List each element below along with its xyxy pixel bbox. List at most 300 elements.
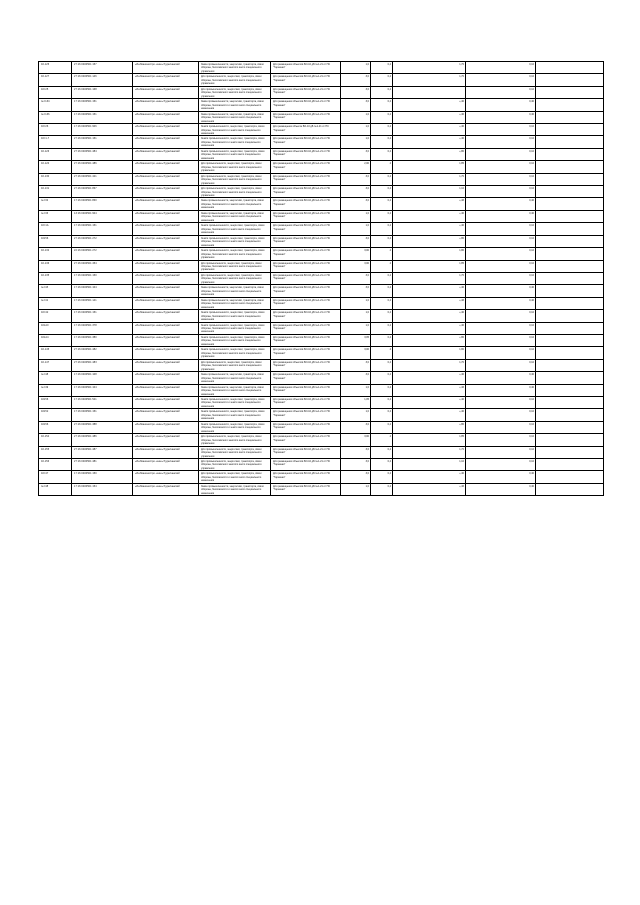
cell-area: 2,00 — [341, 161, 371, 173]
cell-value-3 — [536, 148, 604, 160]
cell-cadastral-number: 17:16:0400501:541 — [72, 396, 133, 408]
cell-count: 0,4 — [371, 409, 393, 421]
table-row — [39, 111, 604, 123]
cell-value-3 — [536, 471, 604, 483]
table-row — [39, 297, 604, 309]
cell-value-2: 0,10 — [466, 396, 536, 408]
cell-row-number: 02-131 — [39, 186, 72, 198]
cell-value-2: 0,10 — [466, 124, 536, 136]
cell-value-1: 1,70 — [393, 74, 466, 86]
cell-count: 0,4 — [371, 62, 393, 74]
cell-value-1 — [393, 86, 466, 98]
cell-area: 3,0 — [341, 459, 371, 471]
cell-area: 1,0 — [341, 136, 371, 148]
cell-organization: «Ин-Машиностро- ение» Рудничанский — [133, 396, 199, 408]
cell-object: Для размещения объектов БО-10 дБ №1-21 от ПС "Таразная" — [271, 74, 341, 86]
cell-purpose: Земли промышленности, энергетики, транспорта, связи обороны, безопасности и земли иного специального назначения — [199, 136, 271, 148]
cell-count: 0,4 — [371, 111, 393, 123]
cell-value-2: 0,10 — [466, 86, 536, 98]
cell-area: 3,05 — [341, 334, 371, 346]
cell-area: 1,0 — [341, 210, 371, 222]
cell-area: 1,0 — [341, 223, 371, 235]
cell-area: 3,00 — [341, 347, 371, 359]
cell-object: Для размещения объектов БО-10 дБ №1-21 от ПС "Таразная" — [271, 285, 341, 297]
cell-value-3 — [536, 421, 604, 433]
cell-object: Для размещения объектов БО-10 дБ №1-21 от ПС "Таразная" — [271, 297, 341, 309]
cell-value-2: 0,10 — [466, 322, 536, 334]
cell-count: 4 — [371, 260, 393, 272]
cell-organization: «Ин-Машиностро- ение» Рудничанский — [133, 111, 199, 123]
cell-value-3 — [536, 161, 604, 173]
cell-purpose: Закон промышленности, энергетики, транспорта, связи обороны, безопасности и занято иного специального назначения — [199, 384, 271, 396]
cell-value-1: +,80 — [393, 421, 466, 433]
cell-row-number: №=49 — [39, 384, 72, 396]
cell-count: 0,4 — [371, 372, 393, 384]
cell-row-number: 02=25 — [39, 86, 72, 98]
cell-value-3 — [536, 86, 604, 98]
cell-purpose: Закон промышленности, энергетики, транспорта, связи обороны, безопасности и занято иного специального назначения — [199, 210, 271, 222]
cell-row-number: №=4б — [39, 285, 72, 297]
cell-area: 3,0 — [341, 285, 371, 297]
cell-value-2: 0,10 — [466, 173, 536, 185]
cell-object: Для размещения объектов БО-10 дБ №1-21 от ПС "Таразная" — [271, 334, 341, 346]
cell-organization: «Ин-Машиностро- ение» Рудничанский — [133, 459, 199, 471]
cell-count: 0,4 — [371, 148, 393, 160]
cell-value-2: 0,10 — [466, 310, 536, 322]
cell-value-1: +,40 — [393, 136, 466, 148]
cell-object: Для размещения объектов БО-10 дБ №1-21 от ПС "Таразная" — [271, 347, 341, 359]
cell-row-number: 02=47 — [39, 471, 72, 483]
cell-purpose: Для промышленности, энергетики, транспорта, связи обороны, бессоматного занятого иного специального управления — [199, 434, 271, 446]
cell-cadastral-number: 17:16:0400501:108 — [72, 372, 133, 384]
cell-row-number: №=136 — [39, 111, 72, 123]
cell-area: 3,0 — [341, 99, 371, 111]
cell-row-number: 02156 — [39, 235, 72, 247]
cell-purpose: Для промышленности, энергетики, транспорта, связи обороны, бессоматного занятого иного специального управления — [199, 74, 271, 86]
cell-value-3 — [536, 210, 604, 222]
cell-row-number: 02-120 — [39, 161, 72, 173]
table-row — [39, 272, 604, 284]
table-row — [39, 161, 604, 173]
cell-area: 3,0 — [341, 198, 371, 210]
cell-value-3 — [536, 124, 604, 136]
cell-row-number: 02=1-7 — [39, 136, 72, 148]
cell-value-2: 0,10 — [466, 459, 536, 471]
cell-value-1: 1,70 — [393, 359, 466, 371]
cell-value-2: 0,10 — [466, 223, 536, 235]
cell-value-2: 0,40 — [466, 210, 536, 222]
cell-value-1: +,40 — [393, 396, 466, 408]
table-row — [39, 434, 604, 446]
cell-count: 4 — [371, 434, 393, 446]
cell-value-2: 0,40 — [466, 483, 536, 495]
cell-value-3 — [536, 285, 604, 297]
cell-row-number: 02-136 — [39, 260, 72, 272]
table-row — [39, 459, 604, 471]
cell-area: 1,0 — [341, 297, 371, 309]
cell-organization: «Ин-Машиностро- ение» Рудничанский — [133, 210, 199, 222]
cell-cadastral-number: 17:16:0400501:151 — [72, 223, 133, 235]
cell-count: 0,4 — [371, 235, 393, 247]
cell-purpose: Закон промышленности, энергетики, транспорта, связи обороны, безопасности и занято иного специального назначения — [199, 372, 271, 384]
cell-value-1: +,40 — [393, 322, 466, 334]
cell-purpose: Для промышленности, энергетики, транспорта, связи обороны, бессоматного занятого иного специального управления — [199, 359, 271, 371]
cell-area: 3,00 — [341, 248, 371, 260]
cell-area: 3,0 — [341, 235, 371, 247]
cell-value-2: 0,10 — [466, 421, 536, 433]
cell-cadastral-number: 17:16:0400501:104 — [72, 384, 133, 396]
cell-organization: «Ин-Машиностро- ение» Рудничанский — [133, 272, 199, 284]
cell-purpose: Для промышленности, энергетики, транспорта, связи обороны, безопасности и занято иного специального назначения — [199, 471, 271, 483]
cell-object: Для размещения объектов БО-10 дБ №1-21 от ПС "Таразная" — [271, 260, 341, 272]
cell-row-number: 02-145 — [39, 347, 72, 359]
table-row — [39, 359, 604, 371]
cell-value-3 — [536, 459, 604, 471]
cell-object: Для размещения объектов БО-10 дБ №1-21 от ПС "Таразная" — [271, 223, 341, 235]
cell-object: Для размещения объектов БО-10 дБ №1-21 от ПС "Таразная" — [271, 272, 341, 284]
cell-cadastral-number: 27:16:0400501:486 — [72, 434, 133, 446]
cell-value-2: 0,10 — [466, 272, 536, 284]
cell-count: 0,4 — [371, 446, 393, 458]
cell-value-1: +,46 — [393, 198, 466, 210]
table-row — [39, 198, 604, 210]
cell-cadastral-number: 22:16:0400501:272 — [72, 248, 133, 260]
cell-count: 0,4 — [371, 334, 393, 346]
table-row — [39, 235, 604, 247]
cell-organization: «Ин-Машиностро- ение» Рудничанский — [133, 136, 199, 148]
cell-row-number: 02=1A — [39, 223, 72, 235]
table-row — [39, 285, 604, 297]
cell-value-1: 1,10 — [393, 186, 466, 198]
cell-area: 3,0 — [341, 372, 371, 384]
cell-cadastral-number: 13:16:0400501:904 — [72, 210, 133, 222]
cell-purpose: Закон промышленности, энергетики, транспорта, связи обороны, безопасности и занято иного специального назначения — [199, 297, 271, 309]
cell-area: 3,0 — [341, 86, 371, 98]
table-row — [39, 248, 604, 260]
cell-value-2: 0,10 — [466, 446, 536, 458]
cell-count: 0,4 — [371, 272, 393, 284]
table-row — [39, 384, 604, 396]
cell-value-3 — [536, 235, 604, 247]
cell-value-2: 0,10 — [466, 409, 536, 421]
cell-cadastral-number: 17:16:0400501:150 — [72, 272, 133, 284]
cell-value-3 — [536, 297, 604, 309]
cell-object: Для размещения объектов БО-10 дБ №1-21 от ПС "Таразная" — [271, 409, 341, 421]
cell-purpose: Для промышленности, энергетики, транспорта, связи обороны, бессоматного занятого иного специального управления — [199, 86, 271, 98]
cell-area: 1,0 — [341, 111, 371, 123]
cell-cadastral-number: 17:16:0400501:151 — [72, 409, 133, 421]
cell-value-2: 0,40 — [466, 285, 536, 297]
cell-organization: «Ин-Машиностро- ение» Рудничанский — [133, 86, 199, 98]
table-row — [39, 62, 604, 74]
cell-organization: «Ин-Машиностро- ение» Рудничанский — [133, 310, 199, 322]
cell-area: 1,0 — [341, 322, 371, 334]
cell-value-3 — [536, 272, 604, 284]
table-row — [39, 483, 604, 495]
table-row — [39, 409, 604, 421]
cell-value-1: +,46 — [393, 297, 466, 309]
cell-organization: «Ин-Машиностро- ение» Рудничанский — [133, 359, 199, 371]
cell-cadastral-number: 17:16:0400501:860 — [72, 198, 133, 210]
cell-cadastral-number: 27:16:0400501:482 — [72, 347, 133, 359]
cell-cadastral-number: 27:16:0400501:867 — [72, 186, 133, 198]
cell-count: 0,4 — [371, 421, 393, 433]
cell-purpose: Для промышленности, энергетики, транспорта, связи обороны, бессоматного занятого иного специального управления — [199, 173, 271, 185]
cell-cadastral-number: 27:16:0400501:388 — [72, 421, 133, 433]
cell-cadastral-number: 27:16:0400501:481 — [72, 459, 133, 471]
table-row — [39, 124, 604, 136]
cell-value-2: 0,10 — [466, 148, 536, 160]
cell-row-number: 021A0 — [39, 322, 72, 334]
table-row — [39, 173, 604, 185]
cell-organization: «Ин-Машиностро- ение» Рудничанский — [133, 124, 199, 136]
cell-count: 0,4 — [371, 322, 393, 334]
cell-row-number: 02-125 — [39, 62, 72, 74]
cell-purpose: Закон промышленности, энергетики, транспорта, связи обороны, бессоматного занятого иного специального управления — [199, 62, 271, 74]
cell-value-1: +,80 — [393, 148, 466, 160]
cell-value-2: 0,40 — [466, 372, 536, 384]
cell-value-1: +,40 — [393, 285, 466, 297]
cell-purpose: Закон промышленности, энергетики, транспорта, связи обороны, безопасности и занято иного специального назначения — [199, 285, 271, 297]
cell-count: 0,4 — [371, 483, 393, 495]
table-row — [39, 74, 604, 86]
table-row — [39, 223, 604, 235]
cell-purpose: Земли промышленности, энергетики, транспорта, связи обороны, бессоматного занятого иного специального управления — [199, 248, 271, 260]
cell-purpose: Закон промышленности, энергетики, транспорта, связи обороны, безопасности и занято иного специального назначения — [199, 111, 271, 123]
cell-value-2: 0,10 — [466, 347, 536, 359]
cell-purpose: Земли промышленности, энергетики, транспорта, связи обороны, безопасности и земли иного специального назначения — [199, 396, 271, 408]
cell-object: Для размещения объектов БО-10 дБ №1-21 от ПС "Таразная" — [271, 372, 341, 384]
cell-row-number: 021A4 — [39, 334, 72, 346]
cell-purpose: Для промышленности, энергетики, транспорта, связи обороны, бессоматного занятого иного специального управления — [199, 260, 271, 272]
cell-value-1: 1,70 — [393, 446, 466, 458]
cell-row-number: 02-147 — [39, 359, 72, 371]
cell-row-number: 02-154 — [39, 434, 72, 446]
cell-value-1: +,40 — [393, 111, 466, 123]
cell-count: 0,4 — [371, 359, 393, 371]
cell-organization: «Ин-Машиностро- ение» Рудничанский — [133, 235, 199, 247]
table-row — [39, 86, 604, 98]
cell-cadastral-number: 17:16:0400501:150 — [72, 471, 133, 483]
cell-purpose: Закон промышленности, энергетики, транспорта, связи обороны, безопасности и занято иного специального назначения — [199, 198, 271, 210]
cell-row-number: 02-130 — [39, 173, 72, 185]
cell-count: 0,4 — [371, 136, 393, 148]
cell-count: 0,4 — [371, 310, 393, 322]
cell-value-2: 0,10 — [466, 136, 536, 148]
cell-value-2: 0,40 — [466, 111, 536, 123]
cell-value-3 — [536, 198, 604, 210]
cell-organization: «Ин-Машиностро- ение» Рудничанский — [133, 223, 199, 235]
cell-object: Для размещения объекта БО-10 дБ №1-21 от ПС "Таразная" — [271, 124, 341, 136]
cell-cadastral-number: 27:16:0400501:272 — [72, 235, 133, 247]
table-row — [39, 186, 604, 198]
cell-organization: «Ин-Машиностро- ение» Рудничанский — [133, 148, 199, 160]
cell-cadastral-number: 27:16:0400501:151 — [72, 136, 133, 148]
cell-area: 3,0 — [341, 186, 371, 198]
cell-area: 3,0 — [341, 471, 371, 483]
cell-count: 0,4 — [371, 186, 393, 198]
cell-row-number: 02152 — [39, 409, 72, 421]
cell-object: Для размещения объектов БО-10 дБ №1-21 от ПС "Таразная" — [271, 459, 341, 471]
cell-purpose: Земли промышленности, энергетики, транспорта, связи обороны, безопасности и земли иного специального назначения — [199, 322, 271, 334]
cell-value-1: +,40 — [393, 124, 466, 136]
cell-purpose: Закон промышленности, энергетики, транспорта, связи обороны, безопасности и занято иного специального назначения — [199, 483, 271, 495]
cell-value-2: 0,40 — [466, 384, 536, 396]
cell-object: Для размещения объектов БО-10 дБ №1-21 от ПС "Таразная" — [271, 421, 341, 433]
cell-purpose: Земли промышленности, энергетики, транспорта, связи обороны, безопасности и земли иного специального назначения — [199, 235, 271, 247]
cell-area: 3,0 — [341, 446, 371, 458]
cell-organization: «Ин-Машиностро- ение» Рудничанский — [133, 186, 199, 198]
cell-value-3 — [536, 173, 604, 185]
cell-value-3 — [536, 310, 604, 322]
cell-count: 0,4 — [371, 173, 393, 185]
cell-value-1: +,80 — [393, 334, 466, 346]
cell-area: 3,0 — [341, 421, 371, 433]
cell-value-3 — [536, 372, 604, 384]
cell-purpose: Земли промышленности, энергетики, транспорта, связи обороны, бессоматного занятого иного специального управления — [199, 347, 271, 359]
cell-cadastral-number: 17:16:0400501:378 — [72, 322, 133, 334]
cell-value-3 — [536, 322, 604, 334]
cell-area: 3,00 — [341, 434, 371, 446]
cell-cadastral-number: 27:16:0400501:168 — [72, 86, 133, 98]
cell-row-number: №=48 — [39, 372, 72, 384]
cell-value-3 — [536, 260, 604, 272]
cell-cadastral-number: 17:16:0400501:380 — [72, 334, 133, 346]
table-row — [39, 471, 604, 483]
registry-table-body — [39, 62, 604, 496]
cell-object: Для размещения объектов БО-10 дБ №1-21 от ПС "Таразная" — [271, 434, 341, 446]
cell-value-3 — [536, 347, 604, 359]
cell-area: 3,0 — [341, 272, 371, 284]
cell-purpose: Земли промышленности, энергетики, транспорта, связи обороны, безопасности и земли иного специального назначения — [199, 148, 271, 160]
cell-row-number: №=32 — [39, 198, 72, 210]
cell-purpose: Земли промышленности, энергетики, транспорта, связи обороны, безопасности и земли иного специального назначения — [199, 334, 271, 346]
cell-count: 0,4 — [371, 86, 393, 98]
table-row — [39, 396, 604, 408]
cell-value-3 — [536, 434, 604, 446]
cell-value-1: 1,10 — [393, 459, 466, 471]
registry-table — [38, 61, 604, 496]
table-row — [39, 136, 604, 148]
cell-organization: «Ин-Машиностро- ение» Рудничанский — [133, 446, 199, 458]
cell-value-2: 0,10 — [466, 260, 536, 272]
cell-object: Для размещения объектов БО-10 дБ №1-21 от ПС "Таразная" — [271, 248, 341, 260]
cell-cadastral-number: 27:16:0400501:146 — [72, 74, 133, 86]
cell-value-2: 0,10 — [466, 235, 536, 247]
cell-value-3 — [536, 223, 604, 235]
table-row — [39, 446, 604, 458]
cell-cadastral-number: 27:16:0400501:486 — [72, 161, 133, 173]
cell-value-1: 1,80 — [393, 347, 466, 359]
table-row — [39, 421, 604, 433]
cell-organization: «Ин-Машиностро- ение» Рудничанский — [133, 62, 199, 74]
cell-object: Для размещения объектов БО-10 дБ №1-21 от ПС "Таразная" — [271, 384, 341, 396]
cell-area: 1,05 — [341, 396, 371, 408]
cell-cadastral-number: 17:16:0400501:151 — [72, 310, 133, 322]
cell-object: Для размещения объектов БО-10 дБ №1-21 от ПС "Таразная" — [271, 198, 341, 210]
cell-row-number: №=134 — [39, 99, 72, 111]
cell-purpose: Закон промышленности, энергетики, транспорта, связи обороны, безопасности и занято иного специального назначения — [199, 99, 271, 111]
cell-object: Для размещения объектов БО-10 дБ №1-21 от ПС "Таразная" — [271, 235, 341, 247]
cell-cadastral-number: 17:16:0400501:151 — [72, 111, 133, 123]
cell-organization: «Ин-Машиностро- ение» Рудничанский — [133, 347, 199, 359]
cell-area: 1,0 — [341, 124, 371, 136]
cell-value-3 — [536, 136, 604, 148]
cell-organization: «Ин-Машиностро- ение» Рудничанский — [133, 434, 199, 446]
cell-value-3 — [536, 483, 604, 495]
cell-count: 4 — [371, 347, 393, 359]
cell-organization: «Ин-Машиностро- ение» Рудничанский — [133, 173, 199, 185]
cell-value-2: 0,10 — [466, 334, 536, 346]
cell-purpose: Для промышленности, энергетики, транспорта, связи обороны, бессоматного занятого иного специального управления — [199, 161, 271, 173]
cell-value-1: 1,85 — [393, 161, 466, 173]
cell-count: 0,4 — [371, 471, 393, 483]
cell-row-number: 02-156 — [39, 459, 72, 471]
cell-count: 0,4 — [371, 210, 393, 222]
cell-value-1: +,40 — [393, 310, 466, 322]
cell-object: Для размещения объектов БО-10 дБ №1-21 от ПС "Таразная" — [271, 111, 341, 123]
cell-row-number: 02=26 — [39, 124, 72, 136]
cell-organization: «Ин-Машиностро- ение» Рудничанский — [133, 248, 199, 260]
cell-count: 4 — [371, 248, 393, 260]
cell-cadastral-number: 17:16:0400501:141 — [72, 297, 133, 309]
cell-area: 1,0 — [341, 310, 371, 322]
cell-row-number: №=48 — [39, 483, 72, 495]
cell-value-1: +,40 — [393, 372, 466, 384]
cell-count: 0,4 — [371, 285, 393, 297]
cell-value-2: 0,10 — [466, 248, 536, 260]
cell-area: 3,0 — [341, 173, 371, 185]
cell-organization: «Ин-Машиностро- ение» Рудничанский — [133, 334, 199, 346]
cell-count: 0,4 — [371, 99, 393, 111]
cell-purpose: Для промышленности, энергетики, транспорта, связи обороны, бессоматного занятого иного специального управления — [199, 459, 271, 471]
cell-object: Для размещения объектов БО-10 дБ №1-21 от ПС "Таразная" — [271, 396, 341, 408]
cell-organization: «Ин-Машиностро- ение» Рудничанский — [133, 372, 199, 384]
table-row — [39, 334, 604, 346]
cell-area: 3,0 — [341, 359, 371, 371]
cell-value-1: +,40 — [393, 99, 466, 111]
cell-row-number: 02-155 — [39, 446, 72, 458]
cell-object: Для размещения объектов БО-10 дБ №1-21 от ПС "Таразная" — [271, 86, 341, 98]
cell-value-2: 0,10 — [466, 62, 536, 74]
cell-object: Для размещения объектов БО-10 дБ №1-21 от ПС "Таразная" — [271, 136, 341, 148]
cell-value-1: +,46 — [393, 483, 466, 495]
cell-value-2: 0,40 — [466, 198, 536, 210]
cell-area: 3,0 — [341, 74, 371, 86]
cell-cadastral-number: 27:16:0400501:157 — [72, 62, 133, 74]
cell-purpose: Для промышленности, энергетики, транспорта, связи обороны, бессоматного занятого иного специального управления — [199, 186, 271, 198]
cell-value-1: +,40 — [393, 409, 466, 421]
cell-cadastral-number: 27:16:0400501:421 — [72, 173, 133, 185]
table-row — [39, 322, 604, 334]
cell-cadastral-number: 17:16:0400501:151 — [72, 99, 133, 111]
cell-value-3 — [536, 396, 604, 408]
cell-cadastral-number: 27:16:0400501:483 — [72, 359, 133, 371]
cell-row-number: 02-132 — [39, 248, 72, 260]
cell-cadastral-number: 27:16:0400501:487 — [72, 446, 133, 458]
cell-object: Для размещения объектов БО-10 дБ №1-21 от ПС "Таразная" — [271, 99, 341, 111]
cell-organization: «Ин-Машиностро- ение» Рудничанский — [133, 285, 199, 297]
cell-area: 1,0 — [341, 384, 371, 396]
table-row — [39, 310, 604, 322]
cell-organization: «Ин-Машиностро- ение» Рудничанский — [133, 409, 199, 421]
cell-value-2: 0,40 — [466, 297, 536, 309]
table-row — [39, 347, 604, 359]
cell-organization: «Ин-Машиностро- ение» Рудничанский — [133, 99, 199, 111]
cell-row-number: 02=42 — [39, 310, 72, 322]
cell-object: Для размещения объектов БО-10 дБ №1-21 от ПС "Таразная" — [271, 322, 341, 334]
cell-count: 0,4 — [371, 297, 393, 309]
